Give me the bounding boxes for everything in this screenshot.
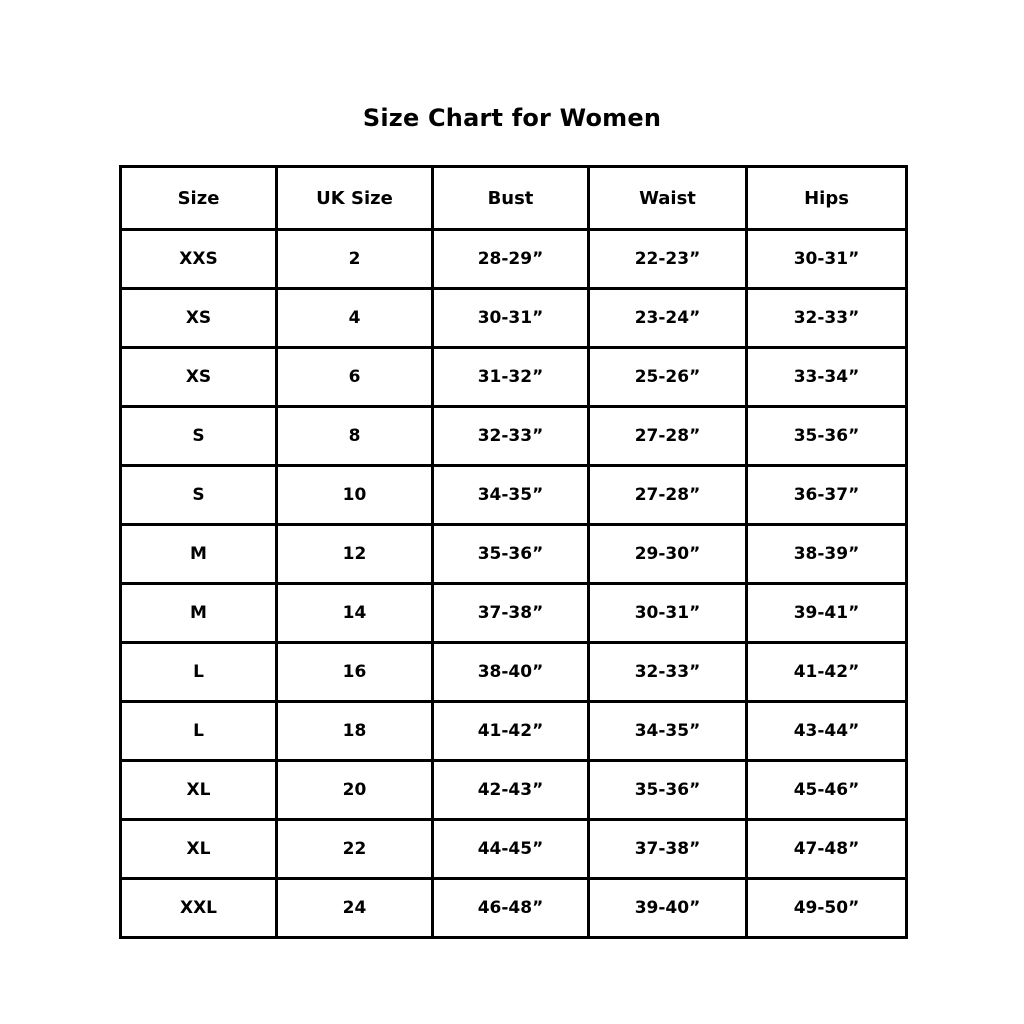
table-row [121, 289, 907, 348]
cell-size: L [121, 643, 277, 702]
cell-uk: 16 [277, 643, 433, 702]
cell-hips: 36-37” [747, 466, 907, 525]
cell-bust: 28-29” [433, 230, 589, 289]
cell-uk: 2 [277, 230, 433, 289]
cell-uk: 18 [277, 702, 433, 761]
table-header [121, 167, 907, 230]
column-header-waist: Waist [589, 167, 747, 230]
table-row [121, 702, 907, 761]
column-header-hips: Hips [747, 167, 907, 230]
cell-waist: 30-31” [589, 584, 747, 643]
cell-size: S [121, 466, 277, 525]
cell-hips: 32-33” [747, 289, 907, 348]
cell-bust: 34-35” [433, 466, 589, 525]
cell-uk: 24 [277, 879, 433, 938]
cell-uk: 8 [277, 407, 433, 466]
cell-bust: 41-42” [433, 702, 589, 761]
cell-size: XL [121, 761, 277, 820]
cell-size: L [121, 702, 277, 761]
cell-hips: 47-48” [747, 820, 907, 879]
cell-hips: 35-36” [747, 407, 907, 466]
cell-uk: 6 [277, 348, 433, 407]
cell-size: M [121, 584, 277, 643]
size-chart-table [119, 165, 908, 939]
cell-uk: 14 [277, 584, 433, 643]
cell-hips: 41-42” [747, 643, 907, 702]
cell-bust: 46-48” [433, 879, 589, 938]
cell-size: XL [121, 820, 277, 879]
size-chart-table-wrapper [119, 165, 905, 939]
cell-bust: 30-31” [433, 289, 589, 348]
table-row [121, 761, 907, 820]
column-header-size: Size [121, 167, 277, 230]
cell-size: XXL [121, 879, 277, 938]
cell-hips: 30-31” [747, 230, 907, 289]
cell-hips: 39-41” [747, 584, 907, 643]
cell-waist: 35-36” [589, 761, 747, 820]
cell-waist: 37-38” [589, 820, 747, 879]
cell-waist: 32-33” [589, 643, 747, 702]
table-row [121, 879, 907, 938]
cell-waist: 34-35” [589, 702, 747, 761]
cell-uk: 12 [277, 525, 433, 584]
cell-size: XS [121, 348, 277, 407]
cell-bust: 37-38” [433, 584, 589, 643]
table-row [121, 525, 907, 584]
column-header-uk-size: UK Size [277, 167, 433, 230]
cell-uk: 22 [277, 820, 433, 879]
cell-hips: 43-44” [747, 702, 907, 761]
table-row [121, 820, 907, 879]
cell-waist: 25-26” [589, 348, 747, 407]
cell-bust: 31-32” [433, 348, 589, 407]
cell-hips: 45-46” [747, 761, 907, 820]
cell-waist: 27-28” [589, 407, 747, 466]
cell-size: XS [121, 289, 277, 348]
cell-hips: 38-39” [747, 525, 907, 584]
cell-bust: 44-45” [433, 820, 589, 879]
table-row [121, 230, 907, 289]
cell-uk: 4 [277, 289, 433, 348]
table-row [121, 643, 907, 702]
page-title: Size Chart for Women [362, 104, 662, 132]
cell-bust: 35-36” [433, 525, 589, 584]
cell-waist: 23-24” [589, 289, 747, 348]
cell-size: M [121, 525, 277, 584]
table-body [121, 230, 907, 938]
cell-hips: 49-50” [747, 879, 907, 938]
cell-bust: 32-33” [433, 407, 589, 466]
cell-size: XXS [121, 230, 277, 289]
cell-waist: 27-28” [589, 466, 747, 525]
cell-waist: 22-23” [589, 230, 747, 289]
table-row [121, 407, 907, 466]
cell-hips: 33-34” [747, 348, 907, 407]
cell-waist: 29-30” [589, 525, 747, 584]
cell-size: S [121, 407, 277, 466]
cell-uk: 10 [277, 466, 433, 525]
table-row [121, 466, 907, 525]
cell-bust: 42-43” [433, 761, 589, 820]
cell-bust: 38-40” [433, 643, 589, 702]
table-row [121, 348, 907, 407]
cell-waist: 39-40” [589, 879, 747, 938]
table-header-row [121, 167, 907, 230]
table-row [121, 584, 907, 643]
cell-uk: 20 [277, 761, 433, 820]
column-header-bust: Bust [433, 167, 589, 230]
